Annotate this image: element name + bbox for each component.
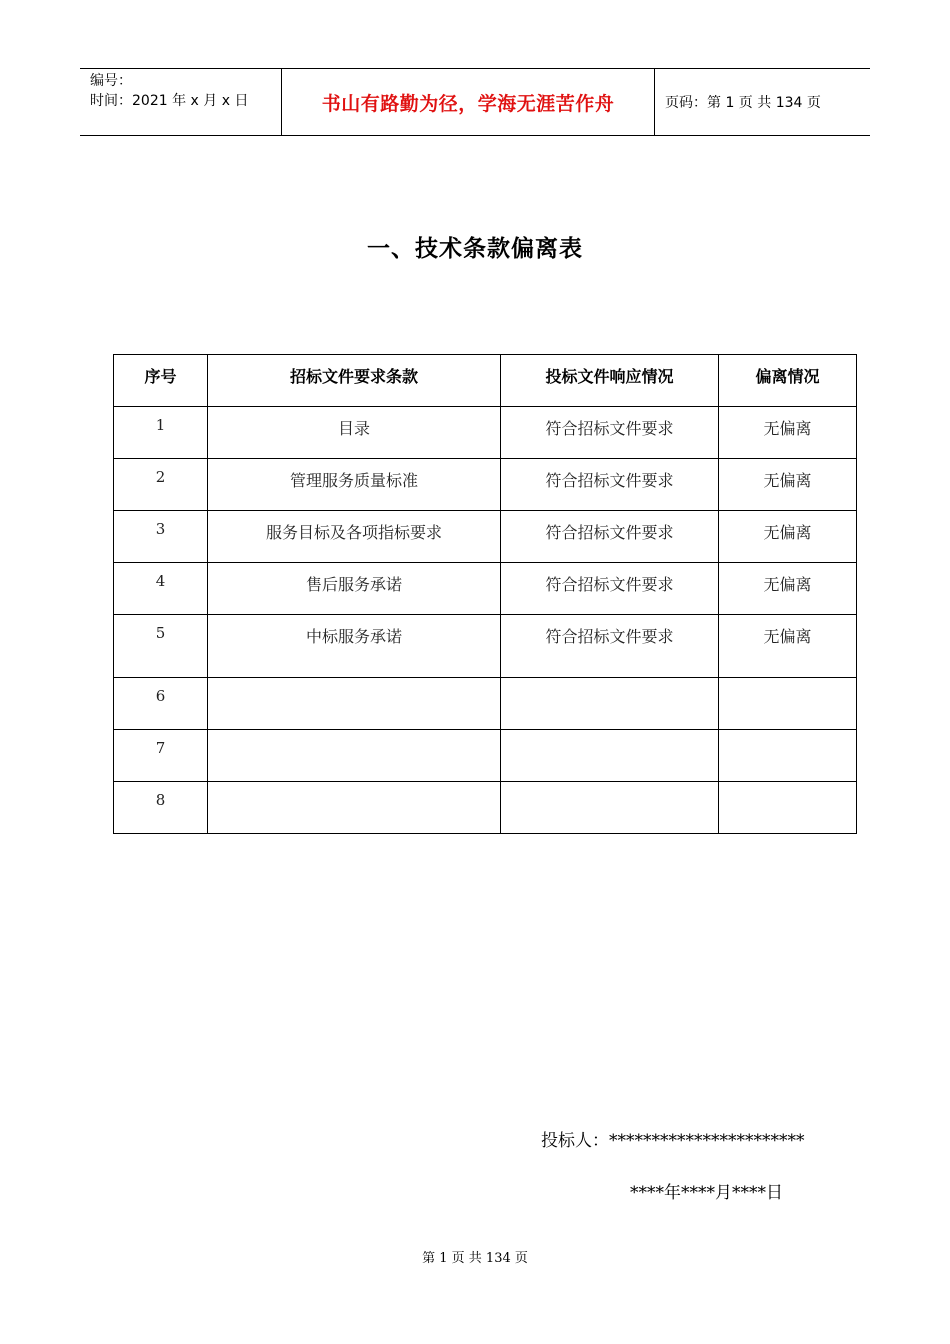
table-row xyxy=(114,615,857,678)
cell-requirement: 服务目标及各项指标要求 xyxy=(208,511,501,563)
signature-date: ****年****月****日 xyxy=(630,1183,783,1203)
cell-requirement: 中标服务承诺 xyxy=(208,615,501,678)
col-header-deviation: 偏离情况 xyxy=(719,355,857,407)
header-meta xyxy=(80,69,282,135)
col-header-requirement: 招标文件要求条款 xyxy=(208,355,501,407)
cell-response xyxy=(501,678,719,730)
cell-deviation: 无偏离 xyxy=(719,563,857,615)
header-motto: 书山有路勤为径，学海无涯苦作舟 xyxy=(321,92,615,115)
cell-response: 符合招标文件要求 xyxy=(501,407,719,459)
cell-requirement xyxy=(208,782,501,834)
cell-response: 符合招标文件要求 xyxy=(501,563,719,615)
table-row xyxy=(114,563,857,615)
cell-index: 6 xyxy=(114,678,208,730)
cell-requirement: 管理服务质量标准 xyxy=(208,459,501,511)
cell-deviation xyxy=(719,678,857,730)
cell-requirement: 目录 xyxy=(208,407,501,459)
deviation-table xyxy=(113,354,857,834)
col-header-response: 投标文件响应情况 xyxy=(501,355,719,407)
table-row xyxy=(114,407,857,459)
table-row xyxy=(114,730,857,782)
header-motto-cell xyxy=(282,69,655,135)
cell-index: 2 xyxy=(114,459,208,511)
cell-response xyxy=(501,730,719,782)
cell-requirement: 售后服务承诺 xyxy=(208,563,501,615)
cell-deviation: 无偏离 xyxy=(719,459,857,511)
cell-index: 8 xyxy=(114,782,208,834)
header-number: 编号： xyxy=(90,73,132,89)
cell-index: 3 xyxy=(114,511,208,563)
table-header-row xyxy=(114,355,857,407)
cell-deviation xyxy=(719,782,857,834)
table-row xyxy=(114,459,857,511)
table-row xyxy=(114,511,857,563)
page-footer: 第 1 页 共 134 页 xyxy=(422,1251,528,1266)
cell-requirement xyxy=(208,678,501,730)
cell-deviation: 无偏离 xyxy=(719,407,857,459)
cell-response xyxy=(501,782,719,834)
page-header xyxy=(80,68,870,136)
header-page-number: 页码：第 1 页 共 134 页 xyxy=(665,95,821,111)
cell-index: 7 xyxy=(114,730,208,782)
col-header-index: 序号 xyxy=(114,355,208,407)
cell-index: 5 xyxy=(114,615,208,678)
cell-response: 符合招标文件要求 xyxy=(501,511,719,563)
cell-deviation xyxy=(719,730,857,782)
document-title: 一、技术条款偏离表 xyxy=(367,236,583,262)
cell-requirement xyxy=(208,730,501,782)
table-row xyxy=(114,678,857,730)
cell-deviation: 无偏离 xyxy=(719,511,857,563)
cell-deviation: 无偏离 xyxy=(719,615,857,678)
cell-response: 符合招标文件要求 xyxy=(501,615,719,678)
cell-index: 1 xyxy=(114,407,208,459)
cell-index: 4 xyxy=(114,563,208,615)
table-row xyxy=(114,782,857,834)
bidder-signature: 投标人：*********************** xyxy=(541,1131,805,1151)
header-time: 时间：2021 年 x 月 x 日 xyxy=(90,93,249,109)
cell-response: 符合招标文件要求 xyxy=(501,459,719,511)
